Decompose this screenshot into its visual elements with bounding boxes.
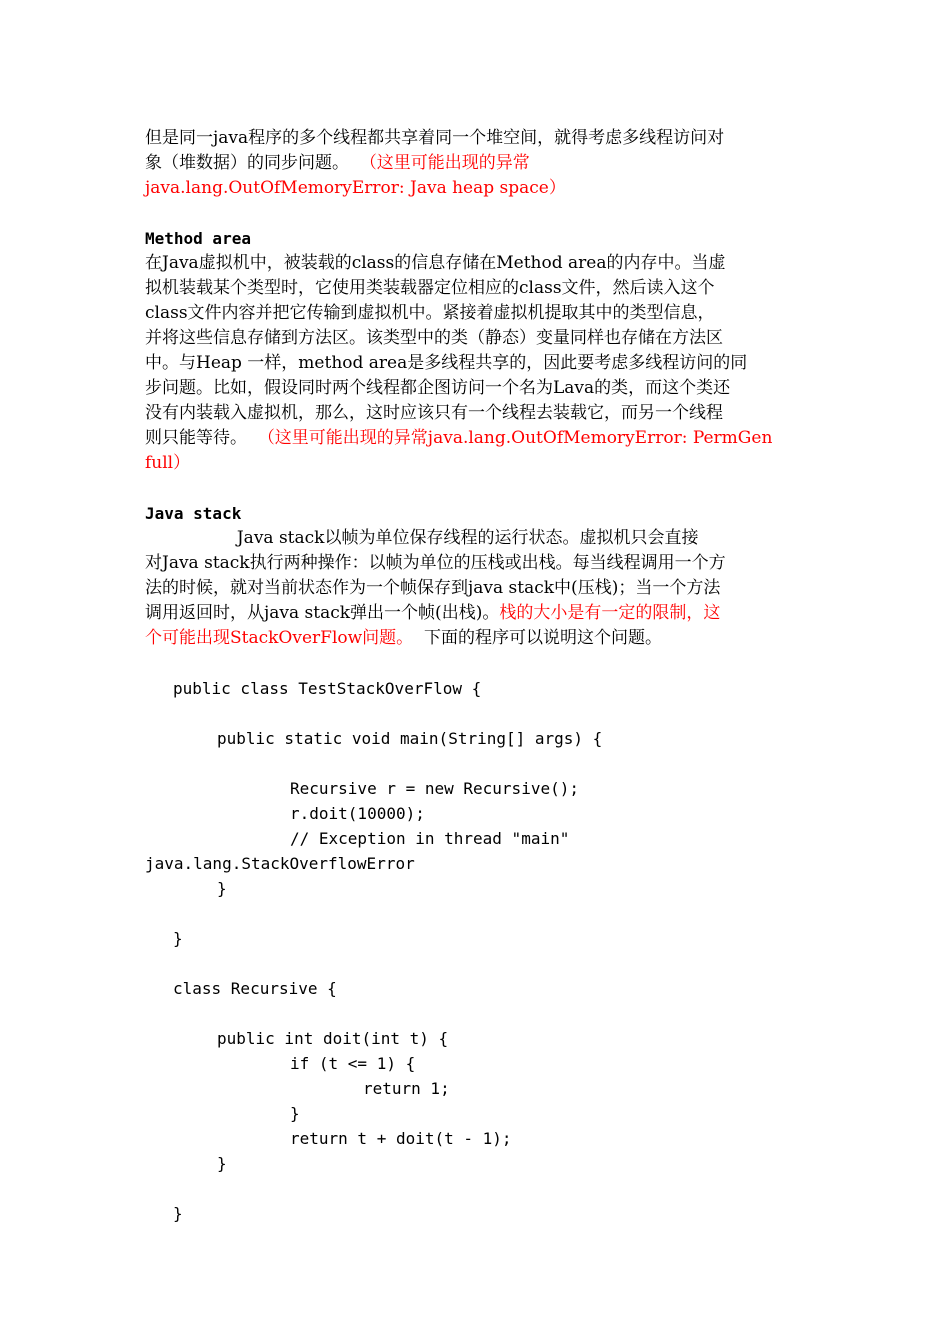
code-comment-line: // Exception in thread "main" bbox=[290, 829, 570, 848]
java-stack-line-5 bbox=[145, 626, 807, 651]
method-area-line-4: 并将这些信息存储到方法区。该类型中的类（静态）变量同样也存储在方法区 bbox=[145, 328, 723, 348]
code-line: class Recursive { bbox=[173, 979, 337, 998]
java-stack-heading: Java stack bbox=[145, 504, 242, 523]
code-line: public static void main(String[] args) { bbox=[217, 729, 603, 748]
code-line: public class TestStackOverFlow { bbox=[173, 679, 482, 698]
method-area-line-5: 中。与Heap 一样，method area是多线程共享的，因此要考虑多线程访问的同 bbox=[145, 353, 748, 373]
method-area-line-3: class文件内容并把它传输到虚拟机中。紧接着虚拟机提取其中的类型信息， bbox=[145, 303, 715, 323]
method-area-line-7: 没有内装载入虚拟机，那么，这时应该只有一个线程去装载它，而另一个线程 bbox=[145, 403, 723, 423]
method-area-line-2: 拟机装载某个类型时，它使用类装载器定位相应的class文件，然后读入这个 bbox=[145, 278, 715, 298]
method-area-line-6: 步问题。比如，假设同时两个线程都企图访问一个名为Lava的类，而这个类还 bbox=[145, 378, 731, 398]
program-intro-text: 下面的程序可以说明这个问题。 bbox=[413, 628, 662, 648]
stack-limit-note: 栈的大小是有一定的限制，这 bbox=[499, 603, 721, 623]
code-line: return t + doit(t - 1); bbox=[290, 1129, 512, 1148]
heap-exception-note: （这里可能出现的异常 bbox=[359, 153, 530, 173]
java-stack-line-2: 对Java stack执行两种操作：以帧为单位的压栈或出栈。每当线程调用一个方 bbox=[145, 553, 726, 573]
code-line: Recursive r = new Recursive(); bbox=[290, 779, 579, 798]
document-content bbox=[145, 126, 807, 1226]
code-line: } bbox=[173, 929, 183, 948]
method-area-line-1: 在Java虚拟机中，被装载的class的信息存储在Method area的内存中。当虚 bbox=[145, 253, 726, 273]
method-area-exception-note: （这里可能出现的异常java.lang.OutOfMemoryError: PermGen bbox=[257, 428, 773, 448]
java-stack-pop-text: 调用返回时，从java stack弹出一个帧(出栈)。 bbox=[145, 603, 500, 623]
code-line: } bbox=[217, 879, 227, 898]
java-stack-line-3: 法的时候，就对当前状态作为一个帧保存到java stack中(压栈)；当一个方法 bbox=[145, 578, 721, 598]
method-area-wait-text: 则只能等待。 bbox=[145, 428, 258, 448]
java-stack-line-4 bbox=[145, 601, 807, 626]
method-area-heading: Method area bbox=[145, 229, 251, 248]
heap-paragraph-line-2 bbox=[145, 151, 807, 176]
stack-overflow-note: 个可能出现StackOverFlow问题。 bbox=[145, 628, 414, 648]
code-comment-continuation: java.lang.StackOverflowError bbox=[145, 854, 415, 873]
heap-exception-name: java.lang.OutOfMemoryError: Java heap space） bbox=[145, 178, 566, 198]
code-line: r.doit(10000); bbox=[290, 804, 425, 823]
java-stack-line-1: Java stack以帧为单位保存线程的运行状态。虚拟机只会直接 bbox=[145, 528, 699, 548]
code-line: if (t <= 1) { bbox=[290, 1054, 416, 1073]
code-line: } bbox=[217, 1154, 227, 1173]
code-line: return 1; bbox=[363, 1079, 450, 1098]
heap-paragraph-line-1: 但是同一java程序的多个线程都共享着同一个堆空间，就得考虑多线程访问对 bbox=[145, 128, 725, 148]
heap-text: 象（堆数据）的同步问题。 bbox=[145, 153, 360, 173]
method-area-exception-end: full） bbox=[145, 453, 191, 473]
code-line: } bbox=[290, 1104, 300, 1123]
code-line: } bbox=[173, 1204, 183, 1223]
method-area-line-8 bbox=[145, 426, 807, 451]
code-line: public int doit(int t) { bbox=[217, 1029, 449, 1048]
